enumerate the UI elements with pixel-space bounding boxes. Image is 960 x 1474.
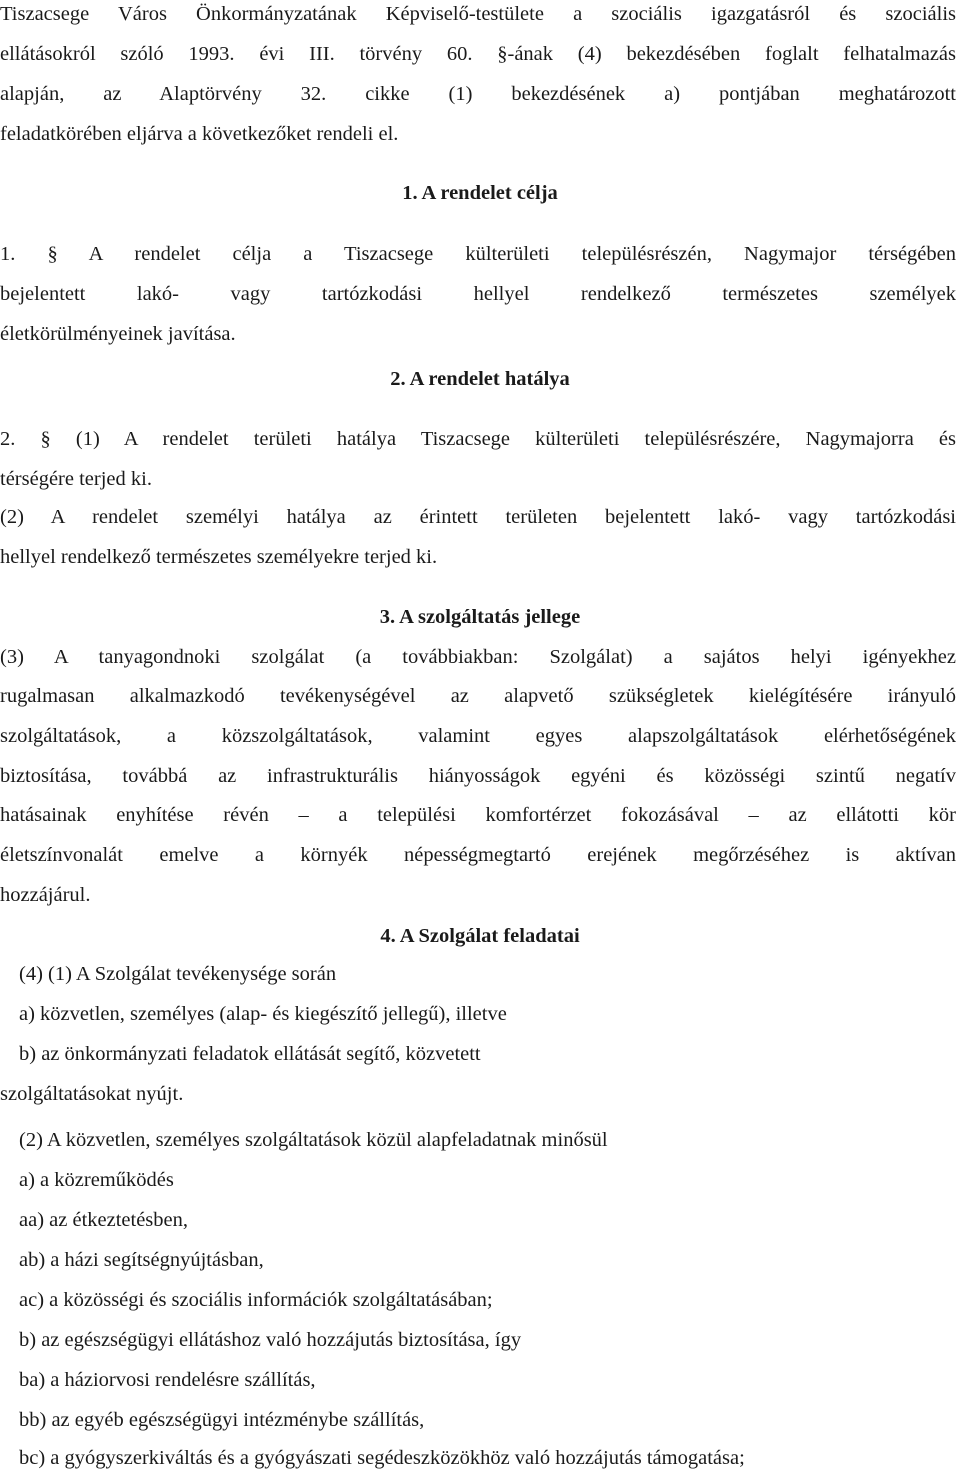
- section-heading: 3. A szolgáltatás jellege: [379, 606, 581, 628]
- list-item: ac) a közösségi és szociális információk szolgáltatásában;: [19, 1289, 493, 1311]
- paragraph-line: hatásainak enyhítése révén – a települési komfortérzet fokozásával – az ellátotti kör: [0, 804, 956, 826]
- paragraph-line: hozzájárul.: [0, 884, 91, 906]
- list-item: b) az önkormányzati feladatok ellátását segítő, közvetett: [19, 1043, 481, 1065]
- list-item: (4) (1) A Szolgálat tevékenysége során: [19, 963, 337, 985]
- paragraph-line: térségére terjed ki.: [0, 468, 152, 490]
- paragraph-line: rugalmasan alkalmazkodó tevékenységével az alapvető szükségletek kielégítésére irányuló: [0, 685, 956, 707]
- paragraph-line: 2. § (1) A rendelet területi hatálya Tiszacsege külterületi településrészére, Nagymajorra és: [0, 428, 956, 450]
- paragraph-line: szolgáltatások, a közszolgáltatások, valamint egyes alapszolgáltatások elérhetőségének: [0, 725, 956, 747]
- section-heading: 2. A rendelet hatálya: [390, 368, 570, 390]
- list-item: szolgáltatásokat nyújt.: [0, 1083, 184, 1105]
- paragraph-line: bejelentett lakó- vagy tartózkodási hellyel rendelkező természetes személyek: [0, 283, 956, 305]
- list-item: a) a közreműködés: [19, 1169, 174, 1191]
- list-item: a) közvetlen, személyes (alap- és kiegészítő jellegű), illetve: [19, 1003, 507, 1025]
- paragraph-line: (2) A rendelet személyi hatálya az érintett területen bejelentett lakó- vagy tartózkodási: [0, 506, 956, 528]
- preamble-line: Tiszacsege Város Önkormányzatának Képviselő-testülete a szociális igazgatásról és szociális: [0, 3, 956, 25]
- list-item: ab) a házi segítségnyújtásban,: [19, 1249, 264, 1271]
- paragraph-line: életszínvonalát emelve a környék népességmegtartó erejének megőrzéséhez is aktívan: [0, 844, 956, 866]
- list-item: b) az egészségügyi ellátáshoz való hozzájutás biztosítása, így: [19, 1329, 522, 1351]
- paragraph-line: (3) A tanyagondnoki szolgálat (a továbbiakban: Szolgálat) a sajátos helyi igényekhez: [0, 646, 956, 668]
- paragraph-line: biztosítása, továbbá az infrastrukturális hiányosságok egyéni és közösségi szintű negatív: [0, 765, 956, 787]
- paragraph-line: hellyel rendelkező természetes személyekre terjed ki.: [0, 546, 438, 568]
- list-item: (2) A közvetlen, személyes szolgáltatások közül alapfeladatnak minősül: [19, 1129, 608, 1151]
- paragraph-line: életkörülményeinek javítása.: [0, 323, 236, 345]
- list-item: ba) a háziorvosi rendelésre szállítás,: [19, 1369, 316, 1391]
- preamble-line: alapján, az Alaptörvény 32. cikke (1) bekezdésének a) pontjában meghatározott: [0, 83, 956, 105]
- preamble-line: ellátásokról szóló 1993. évi III. törvény 60. §-ának (4) bekezdésében foglalt felhatalmazás: [0, 43, 956, 65]
- preamble-line: feladatkörében eljárva a következőket rendeli el.: [0, 123, 399, 145]
- paragraph-line: 1. § A rendelet célja a Tiszacsege külterületi településrészén, Nagymajor térségében: [0, 243, 956, 265]
- list-item: aa) az étkeztetésben,: [19, 1209, 189, 1231]
- list-item: bb) az egyéb egészségügyi intézménybe szállítás,: [19, 1409, 425, 1431]
- section-heading: 1. A rendelet célja: [402, 182, 558, 204]
- list-item: bc) a gyógyszerkiváltás és a gyógyászati segédeszközökhöz való hozzájutás támogatása;: [19, 1447, 745, 1469]
- section-heading: 4. A Szolgálat feladatai: [380, 925, 580, 947]
